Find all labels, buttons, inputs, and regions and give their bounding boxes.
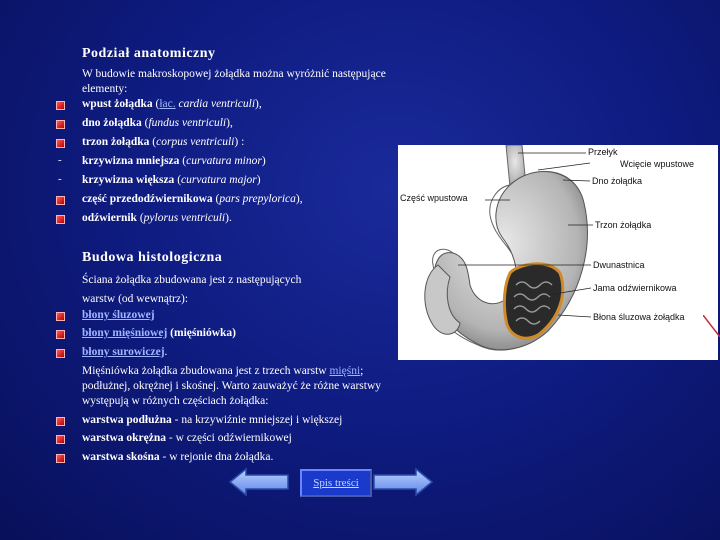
anatomy-item-1: wpust żołądka (łac. cardia ventriculi),: [82, 98, 262, 110]
anatomy-subitem-2: krzywizna większa (curvatura major): [82, 174, 261, 186]
left-arrow-icon[interactable]: [228, 467, 290, 497]
label-pyloric-antrum: Jama odźwiernikowa: [593, 283, 677, 293]
bullet-icon: [56, 349, 65, 358]
muscle-layer-1: warstwa podłużna - na krzywiźnie mniejszej i większej: [82, 414, 343, 426]
stomach-diagram: [398, 145, 718, 360]
label-cardia: Część wpustowa: [400, 193, 468, 203]
muscle-text-line-3: występują w różnych częściach żołądka:: [82, 395, 269, 407]
label-esophagus: Przełyk: [588, 147, 618, 157]
muscle-layer-2: warstwa okrężna - w części odźwiernikowej: [82, 432, 292, 444]
label-fundus: Dno żołądka: [592, 176, 643, 186]
right-arrow-icon[interactable]: [372, 467, 434, 497]
label-cardiac-notch: Wcięcie wpustowe: [620, 159, 695, 169]
bullet-icon: [56, 139, 65, 148]
anatomy-item-2: dno żołądka (fundus ventriculi),: [82, 117, 233, 129]
muscle-text-line-2: podłużnej, okrężnej i skośnej. Warto zauważyć że różne warstwy: [82, 380, 382, 392]
muscles-link[interactable]: mięśni: [329, 365, 361, 377]
layer-item-3: błony surowiczej.: [82, 346, 168, 358]
layer-item-1: [82, 308, 155, 323]
dash-marker: -: [58, 173, 62, 185]
anatomy-item-6: część przedodźwiernikowa (pars prepylorica),: [82, 193, 303, 205]
intro-text-line-2: elementy:: [82, 83, 128, 95]
label-mucosa: Błona śluzowa żołądka: [593, 312, 685, 322]
histology-intro-line-2: warstw (od wewnątrz):: [82, 293, 189, 305]
anatomy-subitem-1: krzywizna mniejsza (curvatura minor): [82, 155, 266, 167]
bullet-icon: [56, 196, 65, 205]
bullet-icon: [56, 435, 65, 444]
dash-marker: -: [58, 154, 62, 166]
decorative-line: [703, 315, 720, 345]
bullet-icon: [56, 215, 65, 224]
muscle-layer-3: warstwa skośna - w rejonie dna żołądka.: [82, 451, 274, 463]
histology-intro-line-1: Ściana żołądka zbudowana jest z następujących: [82, 274, 302, 286]
muscularis-link[interactable]: błony mięśniowej: [82, 327, 168, 339]
stomach-illustration: [398, 145, 718, 360]
bullet-icon: [56, 454, 65, 463]
bullet-icon: [56, 120, 65, 129]
table-of-contents-button[interactable]: Spis treści: [300, 469, 372, 497]
section-heading-histology: Budowa histologiczna: [82, 250, 223, 265]
serosa-link[interactable]: błony surowiczej: [82, 346, 165, 358]
bullet-icon: [56, 101, 65, 110]
latin-link[interactable]: łac.: [159, 98, 176, 110]
section-heading-anatomy: Podział anatomiczny: [82, 46, 216, 61]
bullet-icon: [56, 417, 65, 426]
anatomy-item-7: odźwiernik (pylorus ventriculi).: [82, 212, 232, 224]
intro-text-line-1: W budowie makroskopowej żołądka można wyróżnić następujące: [82, 68, 386, 80]
bullet-icon: [56, 312, 65, 321]
label-duodenum: Dwunastnica: [593, 260, 645, 270]
muscle-text-line-1: Mięśniówka żołądka zbudowana jest z trzech warstw mięśni;: [82, 365, 364, 377]
mucosa-link[interactable]: błony śluzowej: [82, 309, 155, 321]
bullet-icon: [56, 330, 65, 339]
label-body: Trzon żołądka: [595, 220, 652, 230]
anatomy-item-3: trzon żołądka (corpus ventriculi) :: [82, 136, 245, 148]
layer-item-2: błony mięśniowej (mięśniówka): [82, 327, 236, 339]
